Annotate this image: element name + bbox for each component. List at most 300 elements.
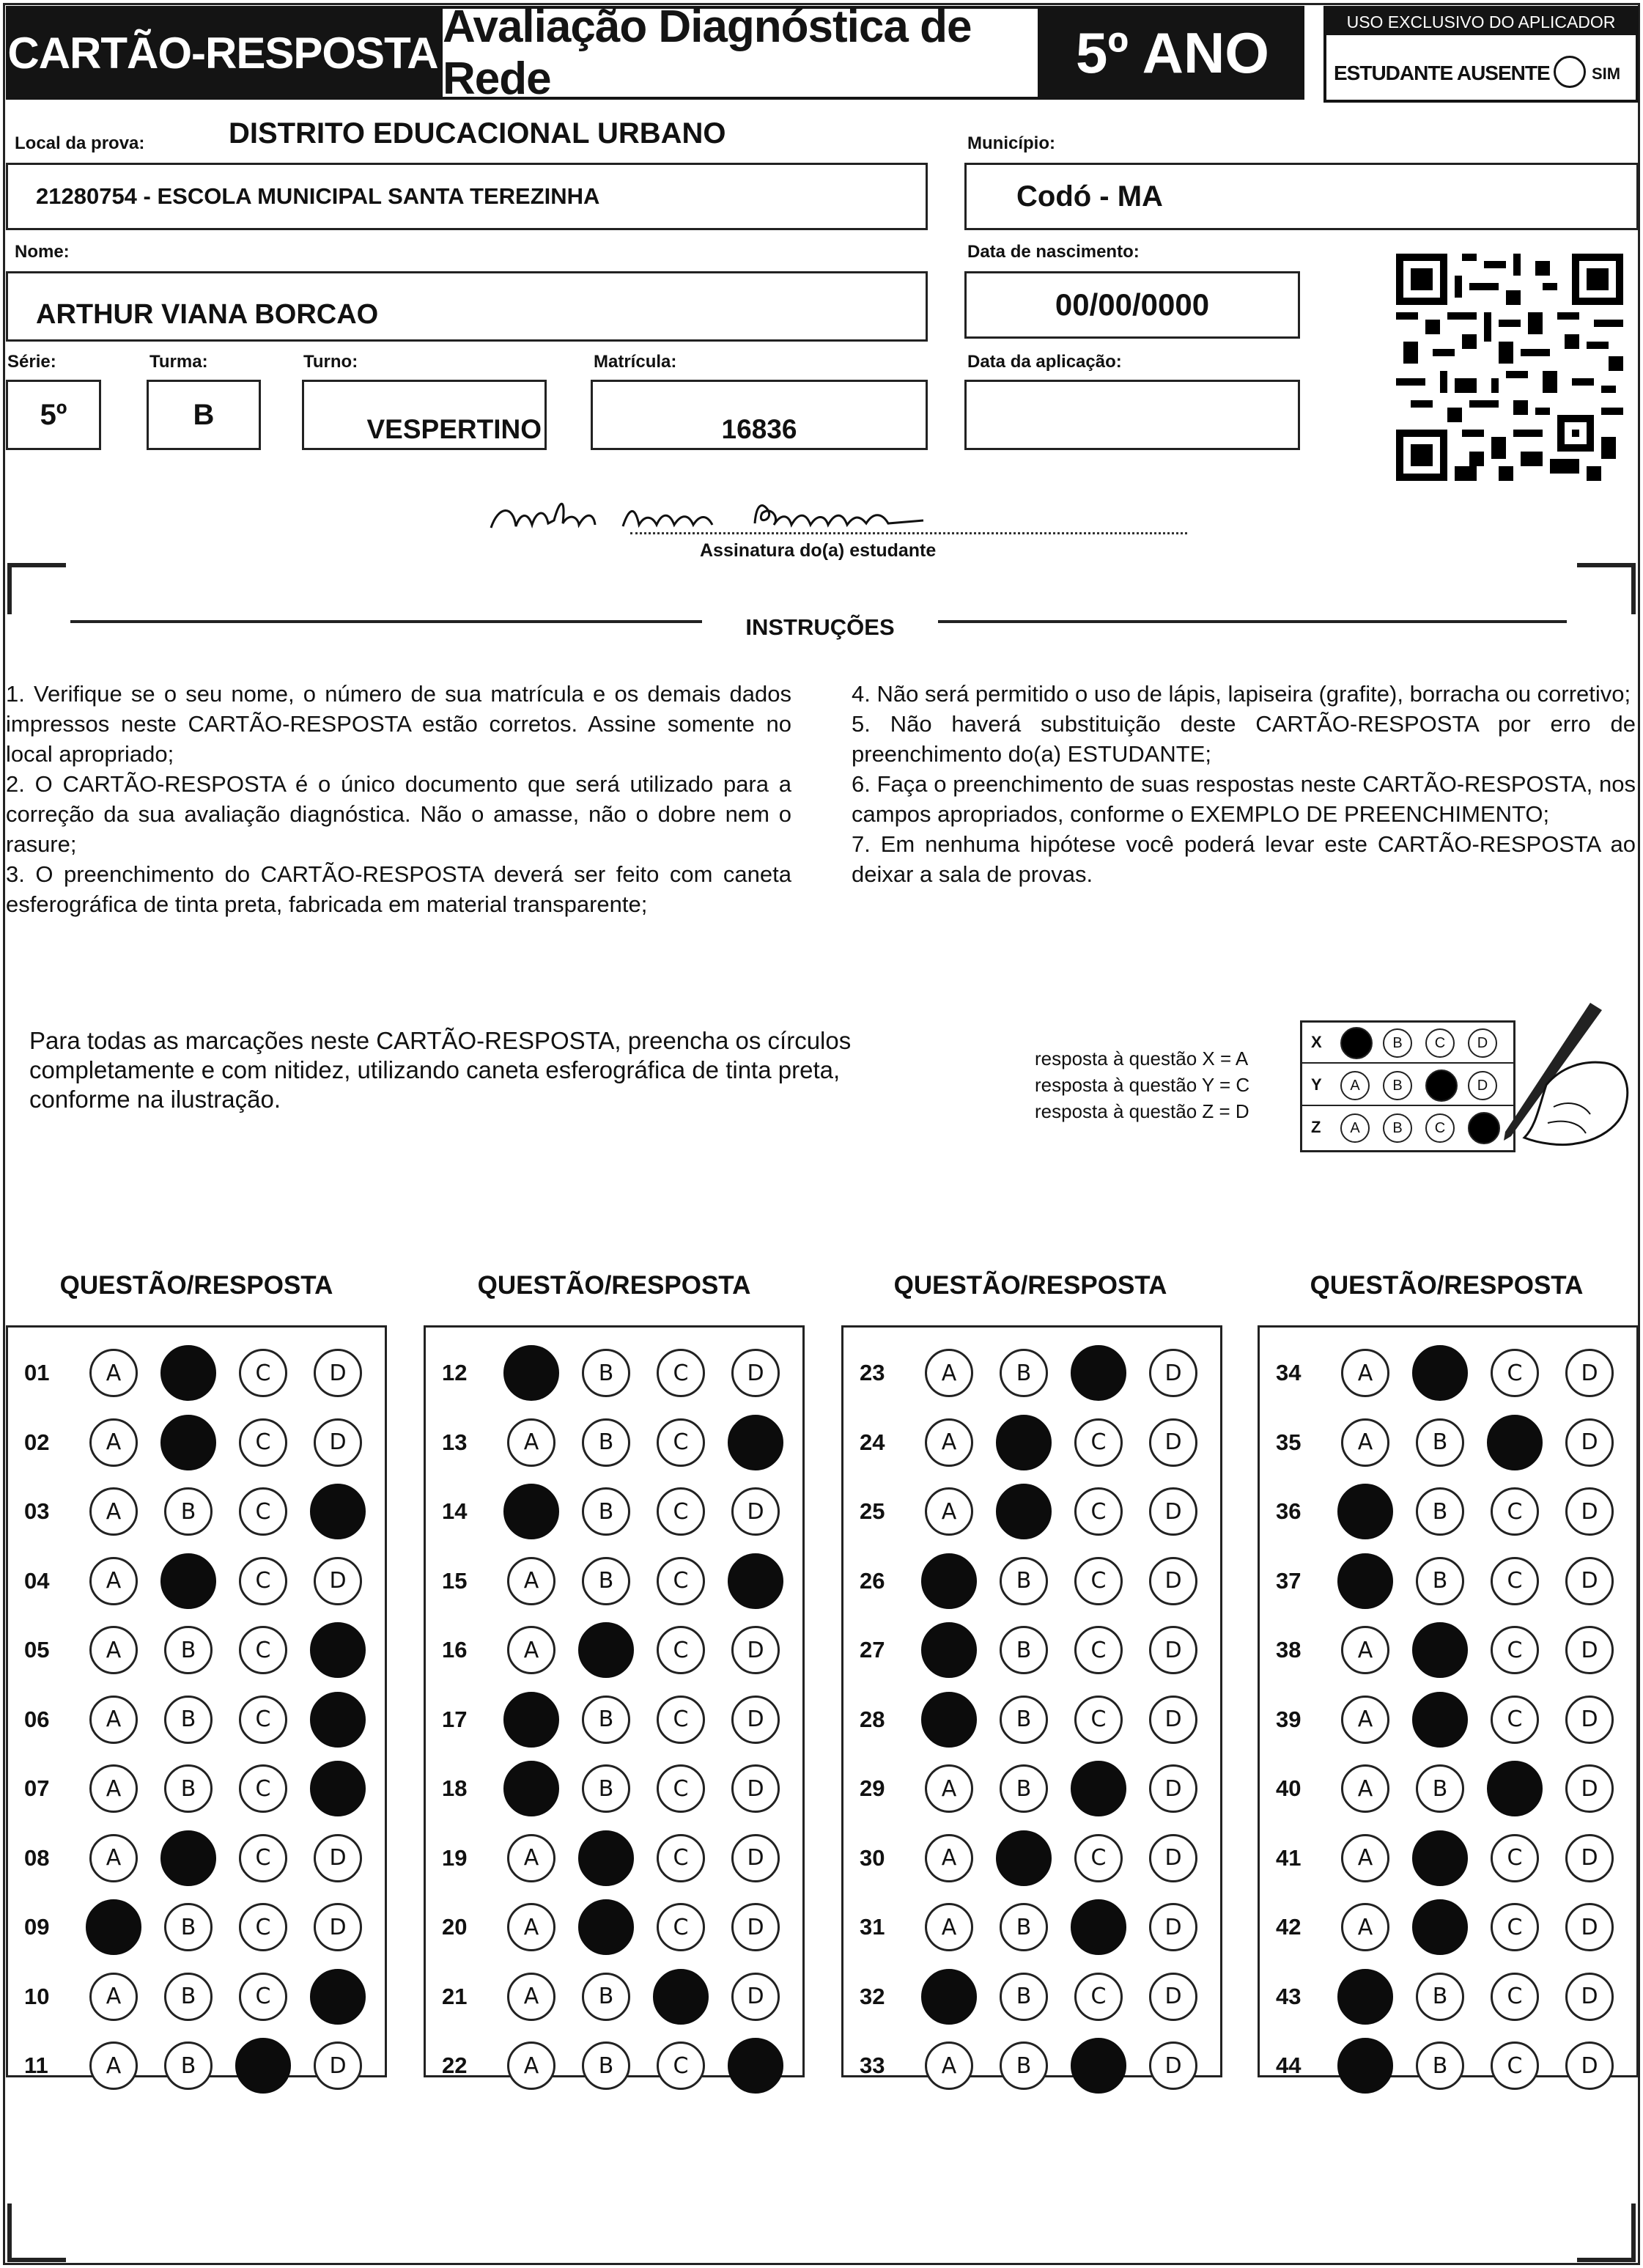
answer-bubble-c[interactable]: C: [1074, 1418, 1123, 1467]
answer-row: [8, 1553, 385, 1609]
answer-bubble-b[interactable]: B: [582, 2041, 630, 2090]
answer-row: [1260, 1830, 1636, 1886]
answer-row: [426, 1622, 802, 1678]
answer-bubble-d-marked[interactable]: [310, 1484, 366, 1539]
answer-bubble-c[interactable]: C: [1491, 1349, 1539, 1397]
answer-bubble-d[interactable]: D: [1565, 1696, 1614, 1744]
turma-value: B: [193, 398, 215, 431]
signature-drawing: [484, 491, 953, 537]
answer-row: [1260, 1692, 1636, 1748]
answer-bubble-c-marked[interactable]: [1071, 2038, 1126, 2094]
answer-bubble-b[interactable]: B: [582, 1349, 630, 1397]
answer-bubble-d[interactable]: D: [731, 1349, 780, 1397]
question-number: 27: [860, 1637, 885, 1663]
answer-bubble-d[interactable]: D: [731, 1487, 780, 1536]
aplicacao-field[interactable]: [964, 380, 1300, 450]
answer-bubble-a[interactable]: A: [89, 1764, 138, 1813]
answer-bubble-c[interactable]: C: [657, 1418, 705, 1467]
example-line-y: resposta à questão Y = C: [1035, 1074, 1250, 1096]
answer-bubble-a[interactable]: A: [89, 1557, 138, 1605]
answer-bubble-a-marked[interactable]: [503, 1761, 559, 1816]
signature-line[interactable]: [630, 532, 1187, 534]
answer-bubble-c[interactable]: C: [657, 2041, 705, 2090]
question-number: 05: [24, 1637, 50, 1663]
answer-row: [843, 2038, 1220, 2094]
answer-bubble-c[interactable]: C: [239, 1349, 287, 1397]
serie-value: 5º: [40, 398, 67, 431]
question-number: 39: [1276, 1706, 1302, 1732]
answer-bubble-c[interactable]: C: [1491, 1903, 1539, 1951]
answer-bubble-d[interactable]: D: [1149, 1764, 1197, 1813]
answer-bubble-b[interactable]: B: [164, 1696, 213, 1744]
instructions-rule-left: [70, 620, 702, 623]
question-number: 31: [860, 1914, 885, 1940]
example-bubble-a: A: [1340, 1071, 1370, 1100]
answer-row: [426, 1484, 802, 1539]
instructions-rule-right: [938, 620, 1567, 623]
answer-bubble-c[interactable]: C: [239, 1418, 287, 1467]
answer-bubble-a[interactable]: A: [1341, 1696, 1389, 1744]
answer-bubble-d[interactable]: D: [1149, 1834, 1197, 1882]
answer-bubble-c[interactable]: C: [1491, 1696, 1539, 1744]
answer-bubble-a[interactable]: A: [925, 1834, 973, 1882]
question-number: 01: [24, 1360, 50, 1385]
answer-bubble-d-marked[interactable]: [310, 1622, 366, 1678]
answer-row: [1260, 1969, 1636, 2025]
answer-bubble-c[interactable]: C: [657, 1834, 705, 1882]
nascimento-field: [964, 271, 1300, 339]
answer-bubble-b[interactable]: B: [582, 1557, 630, 1605]
answer-bubble-a[interactable]: A: [507, 1418, 555, 1467]
answer-bubble-c-marked[interactable]: [1071, 1761, 1126, 1816]
answer-bubble-a[interactable]: A: [925, 1764, 973, 1813]
municipio-field: [964, 163, 1639, 230]
answer-bubble-c[interactable]: C: [239, 1557, 287, 1605]
answer-bubble-a-marked[interactable]: [503, 1345, 559, 1401]
answer-bubble-a-marked[interactable]: [1337, 1484, 1393, 1539]
answer-bubble-d[interactable]: D: [731, 1764, 780, 1813]
answer-bubble-b[interactable]: B: [164, 1487, 213, 1536]
answer-bubble-d[interactable]: D: [314, 1349, 362, 1397]
answer-bubble-d[interactable]: D: [1149, 1418, 1197, 1467]
answer-bubble-d[interactable]: D: [1565, 1487, 1614, 1536]
answer-panel-1: [6, 1325, 387, 2077]
answer-bubble-c[interactable]: C: [1491, 1626, 1539, 1674]
turno-field: [302, 380, 547, 450]
answer-bubble-a[interactable]: A: [507, 1557, 555, 1605]
answer-bubble-c[interactable]: C: [239, 1903, 287, 1951]
answer-row: [426, 1553, 802, 1609]
answer-row: [1260, 1484, 1636, 1539]
answer-bubble-d-marked[interactable]: [728, 1415, 783, 1470]
example-row: [1302, 1112, 1513, 1147]
answer-bubble-b[interactable]: B: [1416, 1764, 1464, 1813]
answer-bubble-a-marked[interactable]: [86, 1899, 141, 1955]
answer-row: [843, 1415, 1220, 1470]
answer-bubble-b[interactable]: B: [582, 1764, 630, 1813]
answer-bubble-a-marked[interactable]: [1337, 1969, 1393, 2025]
absent-checkbox[interactable]: [1554, 56, 1586, 88]
corner-bottom-right: [1577, 2203, 1636, 2262]
example-bubble-b: B: [1383, 1028, 1412, 1058]
answer-bubble-c-marked[interactable]: [1071, 1345, 1126, 1401]
answer-row: [426, 1830, 802, 1886]
answer-bubble-d[interactable]: D: [731, 1834, 780, 1882]
local-label: Local da prova:: [15, 133, 145, 153]
answer-bubble-d[interactable]: D: [1565, 1418, 1614, 1467]
answer-bubble-d[interactable]: D: [1565, 1973, 1614, 2021]
answer-row: [426, 1969, 802, 2025]
answer-bubble-b-marked[interactable]: [160, 1830, 216, 1886]
question-number: 43: [1276, 1983, 1302, 2009]
nascimento-value: 00/00/0000: [1055, 287, 1210, 322]
example-row-label: Z: [1311, 1118, 1321, 1136]
answer-row: [8, 2038, 385, 2094]
question-number: 14: [442, 1498, 468, 1524]
answer-bubble-a-marked[interactable]: [921, 1969, 977, 2025]
question-number: 07: [24, 1775, 50, 1801]
question-number: 13: [442, 1429, 468, 1455]
answer-bubble-c[interactable]: C: [657, 1557, 705, 1605]
answer-bubble-b-marked[interactable]: [578, 1899, 634, 1955]
answer-bubble-c[interactable]: C: [1074, 1487, 1123, 1536]
answer-bubble-d[interactable]: D: [1565, 1626, 1614, 1674]
pen-hand-illustration: [1495, 997, 1634, 1158]
answer-bubble-b[interactable]: B: [1000, 1764, 1048, 1813]
question-number: 41: [1276, 1844, 1302, 1871]
answer-bubble-b-marked[interactable]: [160, 1345, 216, 1401]
answer-bubble-c[interactable]: C: [239, 1764, 287, 1813]
question-number: 29: [860, 1775, 885, 1801]
answer-bubble-a[interactable]: A: [1341, 1903, 1389, 1951]
answer-bubble-b-marked[interactable]: [160, 1415, 216, 1470]
answer-bubble-b[interactable]: B: [1000, 1973, 1048, 2021]
answer-bubble-c-marked[interactable]: [235, 2038, 291, 2094]
answer-bubble-b[interactable]: B: [164, 1973, 213, 2021]
answer-bubble-d[interactable]: D: [1565, 1903, 1614, 1951]
answer-bubble-a[interactable]: A: [507, 1903, 555, 1951]
answer-bubble-a-marked[interactable]: [1337, 1553, 1393, 1609]
answer-bubble-c[interactable]: C: [1491, 1834, 1539, 1882]
answer-row: [1260, 2038, 1636, 2094]
answer-bubble-b[interactable]: B: [1416, 1557, 1464, 1605]
answer-bubble-b[interactable]: B: [582, 1418, 630, 1467]
answer-bubble-a[interactable]: A: [507, 2041, 555, 2090]
question-number: 03: [24, 1498, 50, 1524]
answer-bubble-c[interactable]: C: [1074, 1557, 1123, 1605]
example-line-z: resposta à questão Z = D: [1035, 1100, 1249, 1122]
question-number: 38: [1276, 1637, 1302, 1663]
question-number: 40: [1276, 1775, 1302, 1801]
answer-bubble-b[interactable]: B: [164, 1626, 213, 1674]
question-number: 24: [860, 1429, 885, 1455]
answer-bubble-d[interactable]: D: [314, 1834, 362, 1882]
example-bubble-b: B: [1383, 1113, 1412, 1143]
answer-bubble-a[interactable]: A: [89, 1626, 138, 1674]
answer-bubble-d[interactable]: D: [1565, 1834, 1614, 1882]
example-bubble-c: C: [1425, 1028, 1455, 1058]
answer-bubble-a[interactable]: A: [925, 1349, 973, 1397]
question-number: 16: [442, 1637, 468, 1663]
answer-bubble-a-marked[interactable]: [503, 1484, 559, 1539]
corner-top-left: [7, 563, 66, 614]
answer-bubble-b[interactable]: B: [582, 1973, 630, 2021]
answer-bubble-b[interactable]: B: [164, 1903, 213, 1951]
answer-bubble-d[interactable]: D: [1149, 1349, 1197, 1397]
example-row: [1302, 1069, 1513, 1106]
answer-bubble-c[interactable]: C: [657, 1487, 705, 1536]
answer-bubble-b-marked[interactable]: [996, 1484, 1052, 1539]
answer-bubble-a[interactable]: A: [925, 1903, 973, 1951]
answer-row: [1260, 1761, 1636, 1816]
answer-bubble-d[interactable]: D: [1149, 1973, 1197, 2021]
answer-row: [426, 1692, 802, 1748]
answer-bubble-c[interactable]: C: [1074, 1834, 1123, 1882]
answer-bubble-d[interactable]: D: [314, 1903, 362, 1951]
matricula-value: 16836: [721, 414, 797, 444]
answer-bubble-b[interactable]: B: [1000, 1696, 1048, 1744]
answer-bubble-a-marked[interactable]: [921, 1692, 977, 1748]
answer-bubble-d[interactable]: D: [314, 2041, 362, 2090]
question-number: 20: [442, 1914, 468, 1940]
answer-bubble-b-marked[interactable]: [1412, 1622, 1468, 1678]
answer-bubble-a[interactable]: A: [507, 1973, 555, 2021]
absent-label: ESTUDANTE AUSENTE: [1334, 62, 1550, 84]
answer-bubble-d[interactable]: D: [1149, 1903, 1197, 1951]
answer-bubble-b-marked[interactable]: [1412, 1692, 1468, 1748]
answer-bubble-d-marked[interactable]: [728, 2038, 783, 2094]
answer-bubble-a[interactable]: A: [925, 2041, 973, 2090]
example-bubble-d: D: [1468, 1071, 1497, 1100]
answer-bubble-a[interactable]: A: [1341, 1764, 1389, 1813]
answer-row: [8, 1415, 385, 1470]
answer-row: [843, 1484, 1220, 1539]
turma-field: [147, 380, 261, 450]
question-number: 08: [24, 1844, 50, 1871]
answer-bubble-c[interactable]: C: [657, 1696, 705, 1744]
answer-bubble-b[interactable]: B: [1000, 1903, 1048, 1951]
answer-bubble-d[interactable]: D: [1149, 1487, 1197, 1536]
answer-row: [1260, 1415, 1636, 1470]
question-number: 37: [1276, 1567, 1302, 1594]
question-number: 10: [24, 1983, 50, 2009]
nome-value: ARTHUR VIANA BORCAO: [36, 298, 379, 330]
answer-row: [1260, 1345, 1636, 1401]
school-field: [6, 163, 928, 230]
answer-bubble-c[interactable]: C: [1074, 1973, 1123, 2021]
answer-bubble-b-marked[interactable]: [1412, 1899, 1468, 1955]
answer-bubble-b[interactable]: B: [1000, 1349, 1048, 1397]
answer-bubble-a-marked[interactable]: [921, 1622, 977, 1678]
answer-bubble-d[interactable]: D: [1565, 1557, 1614, 1605]
municipio-value: Codó - MA: [1016, 180, 1163, 213]
answer-bubble-b-marked[interactable]: [1412, 1345, 1468, 1401]
school-value: 21280754 - ESCOLA MUNICIPAL SANTA TEREZINHA: [36, 183, 600, 209]
answer-bubble-d-marked[interactable]: [728, 1553, 783, 1609]
answer-bubble-a[interactable]: A: [507, 1834, 555, 1882]
answer-bubble-a-marked[interactable]: [921, 1553, 977, 1609]
answer-bubble-c[interactable]: C: [1491, 1973, 1539, 2021]
question-number: 12: [442, 1360, 468, 1385]
answer-bubble-b-marked[interactable]: [160, 1553, 216, 1609]
example-row-label: X: [1311, 1033, 1322, 1051]
answer-bubble-c-marked[interactable]: [1487, 1415, 1543, 1470]
answer-bubble-a[interactable]: A: [925, 1418, 973, 1467]
answer-bubble-a[interactable]: A: [1341, 1349, 1389, 1397]
answer-bubble-a-marked[interactable]: [503, 1692, 559, 1748]
signature-label: Assinatura do(a) estudante: [700, 540, 937, 561]
answer-bubble-c[interactable]: C: [1491, 1557, 1539, 1605]
answer-bubble-a[interactable]: A: [89, 1487, 138, 1536]
answer-bubble-c[interactable]: C: [239, 1696, 287, 1744]
answer-row: [426, 1761, 802, 1816]
answer-bubble-a[interactable]: A: [1341, 1834, 1389, 1882]
answer-bubble-b-marked[interactable]: [578, 1622, 634, 1678]
turno-value: VESPERTINO: [366, 414, 542, 444]
answer-bubble-a[interactable]: A: [89, 1834, 138, 1882]
question-number: 26: [860, 1567, 885, 1594]
nome-label: Nome:: [15, 242, 70, 262]
answer-bubble-b[interactable]: B: [582, 1487, 630, 1536]
answer-bubble-b-marked[interactable]: [1412, 1830, 1468, 1886]
question-number: 15: [442, 1567, 468, 1594]
answer-row: [843, 1761, 1220, 1816]
answer-bubble-d[interactable]: D: [1149, 1626, 1197, 1674]
answer-bubble-b[interactable]: B: [164, 1764, 213, 1813]
answer-panel-4: [1258, 1325, 1639, 2077]
answer-bubble-b[interactable]: B: [1416, 1418, 1464, 1467]
nome-field: [6, 271, 928, 342]
answer-bubble-b[interactable]: B: [1416, 1973, 1464, 2021]
answer-bubble-c[interactable]: C: [657, 1903, 705, 1951]
answer-bubble-b[interactable]: B: [1000, 1557, 1048, 1605]
answer-bubble-b[interactable]: B: [1416, 1487, 1464, 1536]
answer-bubble-d[interactable]: D: [1149, 2041, 1197, 2090]
answer-bubble-b-marked[interactable]: [996, 1830, 1052, 1886]
answer-bubble-d[interactable]: D: [314, 1557, 362, 1605]
answer-bubble-c[interactable]: C: [657, 1764, 705, 1813]
nascimento-label: Data de nascimento:: [967, 242, 1140, 262]
answer-row: [8, 1761, 385, 1816]
answer-bubble-c[interactable]: C: [239, 1834, 287, 1882]
answer-bubble-d[interactable]: D: [731, 1973, 780, 2021]
answer-bubble-d[interactable]: D: [314, 1418, 362, 1467]
answer-bubble-c[interactable]: C: [657, 1349, 705, 1397]
question-number: 22: [442, 2052, 468, 2078]
question-number: 02: [24, 1429, 50, 1455]
answer-bubble-b[interactable]: B: [582, 1696, 630, 1744]
question-number: 17: [442, 1706, 468, 1732]
answer-bubble-a[interactable]: A: [1341, 1626, 1389, 1674]
answer-bubble-b[interactable]: B: [1416, 2041, 1464, 2090]
column-title-1: QUESTÃO/RESPOSTA: [59, 1271, 333, 1300]
answer-bubble-c-marked[interactable]: [1071, 1899, 1126, 1955]
question-number: 30: [860, 1844, 885, 1871]
answer-bubble-c[interactable]: C: [239, 1626, 287, 1674]
answer-bubble-d-marked[interactable]: [310, 1761, 366, 1816]
example-bubble-c: C: [1425, 1113, 1455, 1143]
answer-bubble-b[interactable]: B: [1000, 2041, 1048, 2090]
answer-bubble-b-marked[interactable]: [578, 1830, 634, 1886]
answer-bubble-d[interactable]: D: [1565, 1764, 1614, 1813]
answer-bubble-d[interactable]: D: [731, 1903, 780, 1951]
answer-bubble-d-marked[interactable]: [310, 1969, 366, 2025]
answer-bubble-d-marked[interactable]: [310, 1692, 366, 1748]
answer-row: [1260, 1622, 1636, 1678]
fill-example-grid: [1300, 1020, 1515, 1152]
turma-label: Turma:: [149, 352, 208, 372]
card-title: CARTÃO-RESPOSTA: [6, 6, 440, 100]
question-number: 32: [860, 1983, 885, 2009]
answer-bubble-d[interactable]: D: [731, 1626, 780, 1674]
answer-bubble-c[interactable]: C: [239, 1487, 287, 1536]
answer-bubble-c[interactable]: C: [1074, 1626, 1123, 1674]
fill-note: Para todas as marcações neste CARTÃO-RESPOSTA, preencha os círculos completamente e com nitidez, utilizando caneta esferográfica de tinta preta, conforme na ilustração.: [29, 1027, 852, 1113]
qr-code: [1395, 254, 1624, 481]
answer-bubble-a[interactable]: A: [89, 1696, 138, 1744]
exam-title: Avaliação Diagnóstica de Rede: [440, 6, 1041, 100]
question-number: 34: [1276, 1360, 1302, 1385]
answer-bubble-a[interactable]: A: [89, 1418, 138, 1467]
question-number: 21: [442, 1983, 468, 2009]
serie-field: [6, 380, 101, 450]
answer-bubble-a-marked[interactable]: [1337, 2038, 1393, 2094]
answer-bubble-a[interactable]: A: [925, 1487, 973, 1536]
question-number: 06: [24, 1706, 50, 1732]
answer-bubble-d[interactable]: D: [1565, 1349, 1614, 1397]
answer-row: [8, 1692, 385, 1748]
question-number: 28: [860, 1706, 885, 1732]
answer-bubble-a[interactable]: A: [89, 1349, 138, 1397]
answer-bubble-b[interactable]: B: [164, 2041, 213, 2090]
answer-bubble-c[interactable]: C: [239, 1973, 287, 2021]
question-number: 42: [1276, 1914, 1302, 1940]
answer-bubble-a[interactable]: A: [89, 2041, 138, 2090]
answer-bubble-d[interactable]: D: [731, 1696, 780, 1744]
answer-row: [1260, 1899, 1636, 1955]
answer-bubble-a[interactable]: A: [507, 1626, 555, 1674]
answer-bubble-c-marked[interactable]: [1487, 1761, 1543, 1816]
column-title-4: QUESTÃO/RESPOSTA: [1310, 1271, 1584, 1300]
corner-bottom-left: [7, 2203, 66, 2262]
answer-bubble-b-marked[interactable]: [996, 1415, 1052, 1470]
answer-bubble-c[interactable]: C: [1074, 1696, 1123, 1744]
example-bubble-a-marked: [1340, 1027, 1373, 1059]
question-number: 25: [860, 1498, 885, 1524]
answer-bubble-b[interactable]: B: [1000, 1626, 1048, 1674]
answer-row: [1260, 1553, 1636, 1609]
column-title-2: QUESTÃO/RESPOSTA: [477, 1271, 751, 1300]
answer-bubble-c[interactable]: C: [657, 1626, 705, 1674]
answer-row: [426, 1899, 802, 1955]
answer-row: [426, 1345, 802, 1401]
answer-bubble-d[interactable]: D: [1565, 2041, 1614, 2090]
answer-bubble-c[interactable]: C: [1491, 2041, 1539, 2090]
answer-bubble-c-marked[interactable]: [653, 1969, 709, 2025]
answer-bubble-a[interactable]: A: [89, 1973, 138, 2021]
example-bubble-d: D: [1468, 1028, 1497, 1058]
answer-bubble-d[interactable]: D: [1149, 1557, 1197, 1605]
instructions-left: 1. Verifique se o seu nome, o número de sua matrícula e os demais dados impressos neste CARTÃO-RESPOSTA estão corretos. Assine somente no local apropriado; 2. O CARTÃO-RESPOSTA é o único documento que será utilizado para a correção da sua avaliação diagnóstica. Não o amasse, não o dobre nem o rasure; 3. O preenchimento do CARTÃO-RESPOSTA deverá ser feito com caneta esferográfica de tinta preta, fabricada em material transparente;: [6, 681, 791, 917]
question-number: 04: [24, 1567, 50, 1594]
answer-row: [8, 1830, 385, 1886]
answer-row: [426, 2038, 802, 2094]
example-row: [1302, 1027, 1513, 1064]
answer-bubble-a[interactable]: A: [1341, 1418, 1389, 1467]
answer-bubble-d[interactable]: D: [1149, 1696, 1197, 1744]
instructions-right: 4. Não será permitido o uso de lápis, lapiseira (grafite), borracha ou corretivo; 5. Não haverá substituição deste CARTÃO-RESPOSTA por erro de preenchimento do(a) ESTUDANTE; 6. Faça o preenchimento de suas respostas neste CARTÃO-RESPOSTA, nos campos apropriados, conforme o EXEMPLO DE PREENCHIMENTO; 7. Em nenhuma hipótese você poderá levar este CARTÃO-RESPOSTA ao deixar a sala de provas.: [852, 681, 1636, 887]
answer-bubble-c[interactable]: C: [1491, 1487, 1539, 1536]
